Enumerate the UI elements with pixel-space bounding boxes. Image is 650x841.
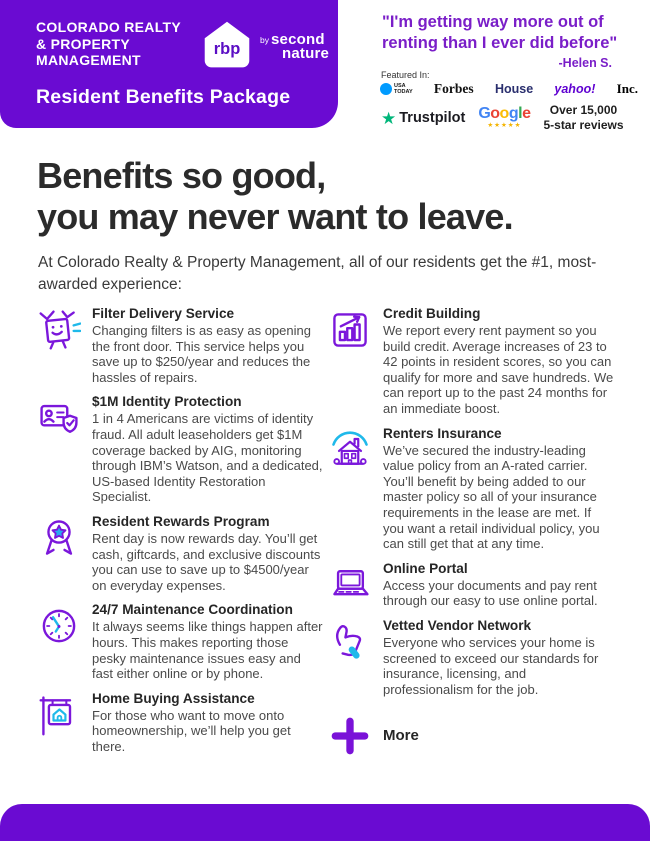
yahoo-logo: yahoo! bbox=[554, 82, 596, 96]
home-sign-icon bbox=[37, 692, 81, 738]
trustpilot-wordmark: Trustpilot bbox=[399, 110, 466, 126]
rbp-mark: rbp bbox=[213, 39, 241, 58]
benefit-vendor-network bbox=[328, 618, 619, 697]
page-title bbox=[37, 155, 513, 238]
google-letter: g bbox=[508, 105, 519, 123]
benefit-maintenance bbox=[37, 602, 328, 681]
benefit-home-buying bbox=[37, 691, 328, 755]
benefit-body: 1 in 4 Americans are victims of identity fraud. All adult leaseholders get $1M coverage backed by AIG, monitoring through IBM’s Watson, and a dedicated, US-based Identity Restoration Specialist. bbox=[92, 411, 323, 505]
id-shield-icon bbox=[37, 395, 81, 441]
testimonial-quote bbox=[382, 12, 638, 54]
testimonial-attribution: -Helen S. bbox=[558, 56, 612, 70]
page-subtitle: At Colorado Realty & Property Management, all of our residents get the #1, most-awarded experience: bbox=[38, 254, 597, 293]
google-letter: o bbox=[499, 105, 509, 123]
press-logo-row bbox=[380, 80, 638, 98]
benefit-title: More bbox=[383, 727, 419, 745]
usa-today-text: USA bbox=[394, 82, 406, 89]
benefit-online-portal bbox=[328, 561, 619, 609]
benefit-credit-building bbox=[328, 306, 619, 417]
clock-icon bbox=[37, 603, 81, 649]
benefit-title: Renters Insurance bbox=[383, 425, 502, 441]
inc-logo: Inc. bbox=[616, 81, 638, 96]
usa-today-text: TODAY bbox=[394, 89, 413, 95]
filter-box-icon bbox=[37, 307, 81, 353]
rbp-logo bbox=[196, 15, 258, 77]
trustpilot-logo bbox=[381, 110, 465, 127]
company-line: MANAGEMENT bbox=[36, 52, 141, 69]
company-name bbox=[36, 19, 181, 69]
package-title: Resident Benefits Package bbox=[36, 86, 291, 108]
usa-today-logo bbox=[380, 83, 413, 95]
google-letter: e bbox=[522, 105, 531, 123]
benefit-title: $1M Identity Protection bbox=[92, 394, 242, 410]
benefits-right-column bbox=[328, 306, 619, 768]
house-logo: House bbox=[494, 82, 534, 96]
benefit-title: Vetted Vendor Network bbox=[383, 617, 532, 633]
benefit-title: Filter Delivery Service bbox=[92, 306, 235, 321]
benefit-body: Changing filters is as easy as opening the front door. This service helps you save up to $250/year and reduces the hassles of repairs. bbox=[92, 323, 311, 385]
reviews-row bbox=[381, 102, 626, 134]
benefit-more bbox=[328, 712, 619, 759]
laptop-icon bbox=[328, 562, 372, 608]
google-stars-icon: ★★★★★ bbox=[487, 122, 522, 130]
second-nature-logo bbox=[260, 33, 329, 61]
benefit-body: We’ve secured the industry-leading value policy from an A-rated carrier. You’ll benefit by being added to our master policy so all of your insurance requirements in the lease are met. If you want a retail individual policy, you can still get that at any time. bbox=[383, 442, 600, 552]
benefit-rewards-program bbox=[37, 514, 328, 593]
benefit-body: Rent day is now rewards day. You’ll get cash, giftcards, and exclusive discounts you can use to save up to $4500/year on everyday expenses. bbox=[92, 530, 321, 593]
benefit-body: For those who want to move onto homeownership, we’ll help you get there. bbox=[92, 707, 291, 754]
google-letter: o bbox=[490, 105, 500, 123]
thumbs-up-icon bbox=[328, 619, 372, 665]
benefit-body: We report every rent payment so you build credit. Average increases of 23 to 42 points in resident scores, so you can qualify for more and save hundreds. We can report up to the past 24 months for an immediate boost. bbox=[383, 323, 614, 416]
footer-bar bbox=[0, 804, 650, 841]
review-count-line: 5-star reviews bbox=[543, 118, 624, 132]
benefit-body: It always seems like things happen after hours. This makes reporting those pesky maintenance issues easy and fast either online or by phone. bbox=[92, 619, 323, 682]
benefits-grid bbox=[37, 306, 619, 768]
by-label: by bbox=[260, 35, 269, 45]
forbes-logo: Forbes bbox=[433, 81, 474, 96]
benefit-renters-insurance bbox=[328, 426, 619, 552]
insured-house-icon bbox=[328, 427, 372, 473]
benefit-title: Credit Building bbox=[383, 306, 481, 321]
benefit-identity-protection bbox=[37, 394, 328, 505]
google-logo bbox=[478, 106, 530, 130]
rbp-badge-icon bbox=[196, 15, 258, 77]
headline-line: Benefits so good, bbox=[37, 155, 326, 196]
company-line: & PROPERTY bbox=[36, 35, 131, 52]
benefit-title: Resident Rewards Program bbox=[92, 513, 270, 529]
quote-line: "I'm getting way more out of bbox=[382, 13, 604, 31]
plus-icon bbox=[328, 713, 372, 759]
benefit-title: Online Portal bbox=[383, 560, 468, 576]
brand-word: second bbox=[270, 31, 325, 48]
headline-line: you may never want to leave. bbox=[37, 196, 513, 238]
quote-line: renting than I ever did before" bbox=[382, 34, 618, 53]
benefit-title: Home Buying Assistance bbox=[92, 690, 255, 706]
bar-chart-icon bbox=[328, 307, 372, 353]
review-count bbox=[543, 103, 623, 133]
usa-today-circle-icon bbox=[380, 83, 392, 95]
benefit-body: Access your documents and pay rent through our easy to use online portal. bbox=[383, 577, 598, 609]
benefit-title: 24/7 Maintenance Coordination bbox=[92, 602, 293, 618]
benefit-filter-delivery bbox=[37, 306, 328, 385]
award-medal-icon bbox=[37, 515, 81, 561]
google-letter: G bbox=[478, 105, 491, 123]
featured-in-label: Featured In: bbox=[381, 70, 430, 80]
brand-word: nature bbox=[281, 44, 330, 62]
benefit-body: Everyone who services your home is screened to exceed our standards for insurance, licensing, and professionalism for the job. bbox=[383, 634, 599, 697]
trustpilot-star-icon: ★ bbox=[381, 108, 397, 128]
header-panel bbox=[0, 0, 338, 128]
review-count-line: Over 15,000 bbox=[549, 103, 618, 117]
google-letter: l bbox=[518, 105, 523, 123]
company-line: COLORADO REALTY bbox=[36, 19, 182, 35]
benefits-left-column bbox=[37, 306, 328, 768]
